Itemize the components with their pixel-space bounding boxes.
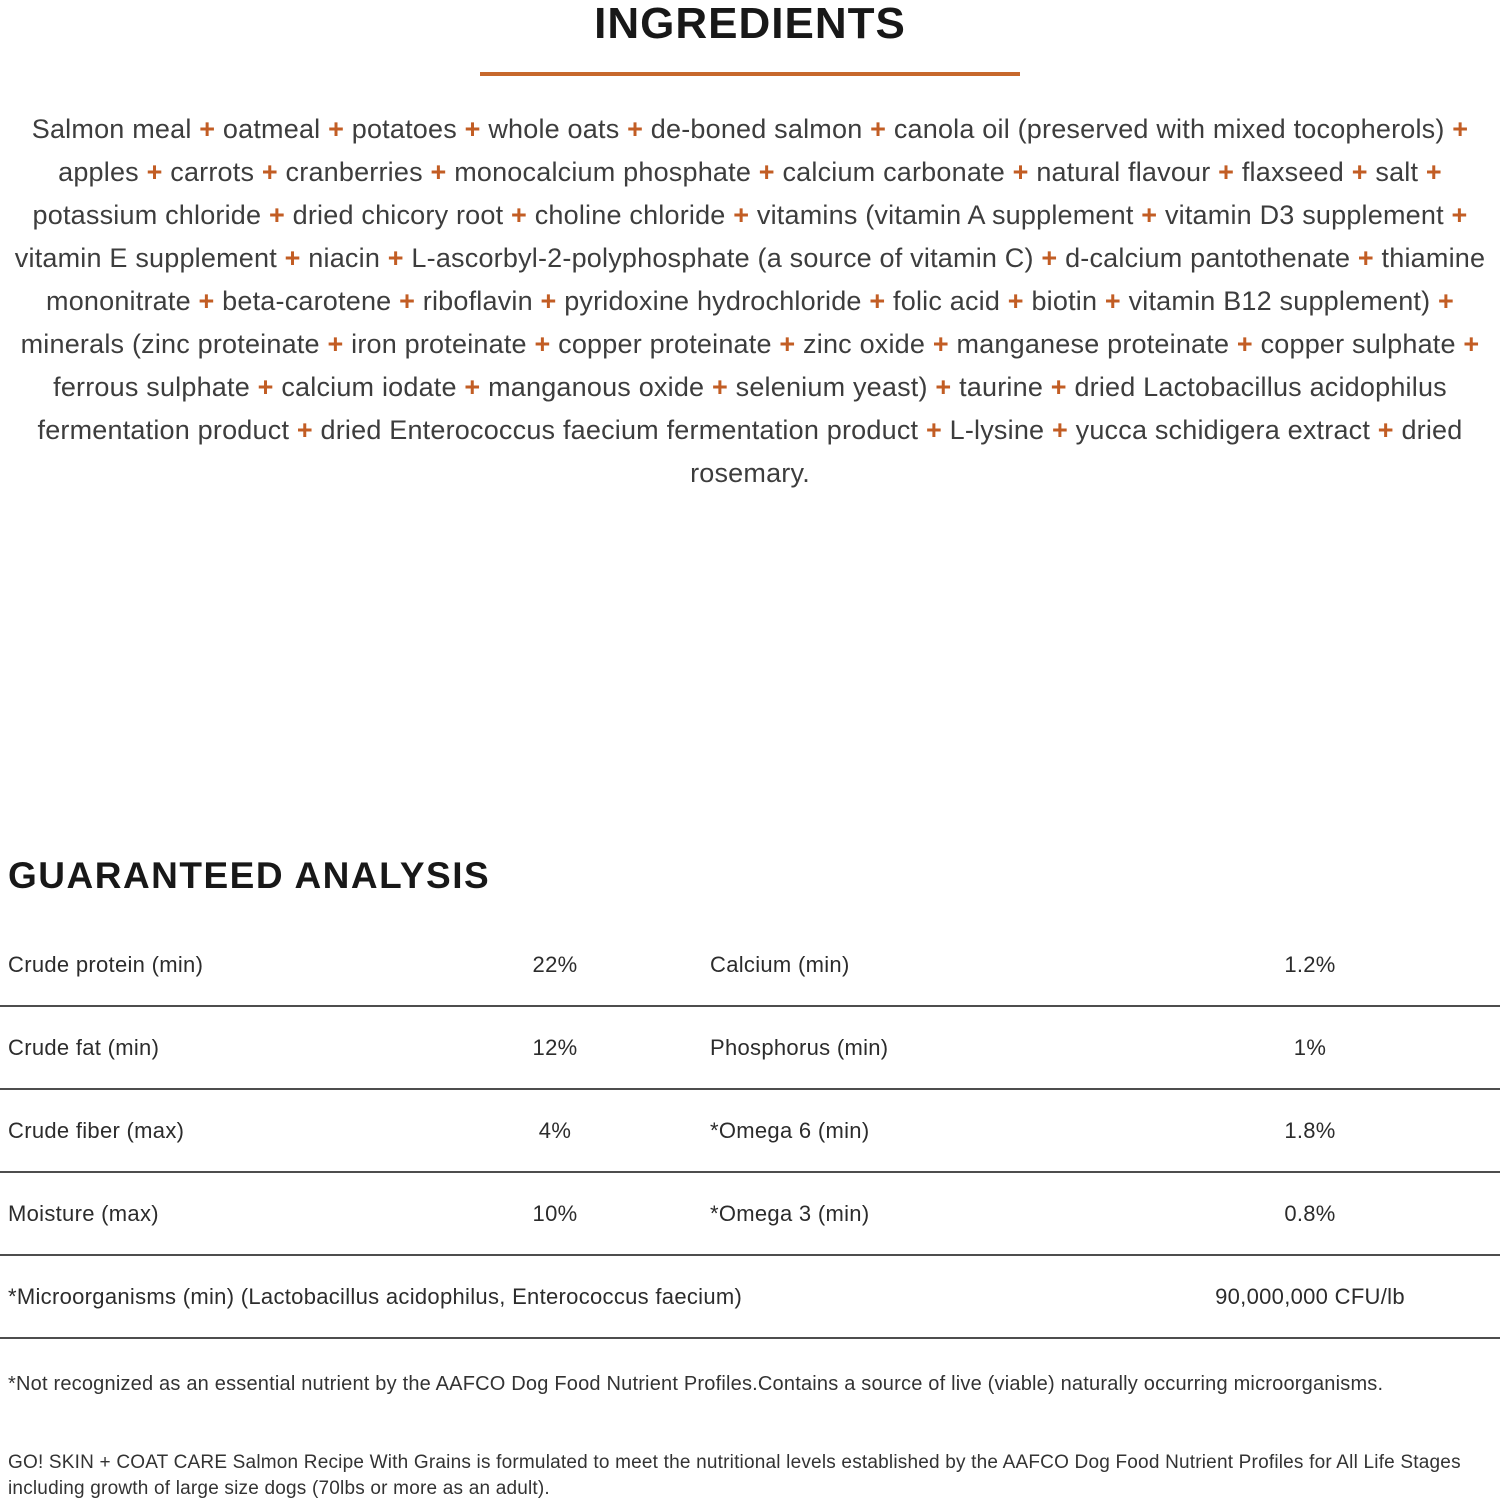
ingredient-item: dried rosemary. bbox=[690, 415, 1463, 488]
plus-separator-icon: + bbox=[1012, 157, 1029, 187]
plus-separator-icon: + bbox=[1452, 114, 1469, 144]
plus-separator-icon: + bbox=[779, 329, 796, 359]
plus-separator-icon: + bbox=[1425, 157, 1442, 187]
ingredient-item: L-lysine bbox=[949, 415, 1045, 445]
plus-separator-icon: + bbox=[935, 372, 952, 402]
nutrient-name: Calcium (min) bbox=[710, 951, 850, 977]
plus-separator-icon: + bbox=[1463, 329, 1480, 359]
guaranteed-analysis-title: GUARANTEED ANALYSIS bbox=[8, 855, 491, 896]
plus-separator-icon: + bbox=[758, 157, 775, 187]
plus-separator-icon: + bbox=[387, 243, 404, 273]
ingredients-list bbox=[4, 108, 1496, 495]
ingredient-item: potatoes bbox=[351, 114, 457, 144]
plus-separator-icon: + bbox=[540, 286, 557, 316]
ingredient-item: choline chloride bbox=[534, 200, 726, 230]
ingredient-item: dried Enterococcus faecium fermentation product bbox=[320, 415, 919, 445]
plus-separator-icon: + bbox=[464, 114, 481, 144]
plus-separator-icon: + bbox=[1041, 243, 1058, 273]
ingredient-item: copper proteinate bbox=[558, 329, 772, 359]
ingredient-item: canola oil (preserved with mixed tocopherols) bbox=[893, 114, 1445, 144]
plus-separator-icon: + bbox=[711, 372, 728, 402]
nutrient-value: 1.2% bbox=[1284, 951, 1336, 977]
plus-separator-icon: + bbox=[1141, 200, 1158, 230]
nutrient-name: Moisture (max) bbox=[8, 1200, 159, 1226]
plus-separator-icon: + bbox=[430, 157, 447, 187]
plus-separator-icon: + bbox=[327, 329, 344, 359]
analysis-row bbox=[0, 924, 1500, 1007]
plus-separator-icon: + bbox=[199, 114, 216, 144]
nutrient-value: 22% bbox=[532, 951, 578, 977]
analysis-row bbox=[0, 1090, 1500, 1173]
ingredient-item: dried Lactobacillus acidophilus fermentation product bbox=[37, 372, 1447, 445]
plus-separator-icon: + bbox=[932, 329, 949, 359]
analysis-row-microorganisms bbox=[0, 1256, 1500, 1339]
nutrient-name: *Omega 3 (min) bbox=[710, 1200, 870, 1226]
plus-separator-icon: + bbox=[733, 200, 750, 230]
formulation-statement: GO! SKIN + COAT CARE Salmon Recipe With Grains is formulated to meet the nutritional levels established by the AAFCO Dog Food Nutrient Profiles for All Life Stages including growth of large size dogs (70lbs or more as an adult). bbox=[8, 1452, 1461, 1499]
ingredient-item: carrots bbox=[170, 157, 255, 187]
ingredient-item: niacin bbox=[308, 243, 381, 273]
plus-separator-icon: + bbox=[257, 372, 274, 402]
ingredients-title: INGREDIENTS bbox=[594, 0, 906, 48]
ingredient-item: L-ascorbyl-2-polyphosphate (a source of vitamin C) bbox=[411, 243, 1034, 273]
plus-separator-icon: + bbox=[627, 114, 644, 144]
ingredient-item: biotin bbox=[1031, 286, 1098, 316]
ingredient-item: selenium yeast) bbox=[735, 372, 928, 402]
ingredient-item: manganese proteinate bbox=[956, 329, 1230, 359]
ingredient-item: oatmeal bbox=[222, 114, 321, 144]
ingredient-item: apples bbox=[58, 157, 139, 187]
ingredient-item: vitamin B12 supplement) bbox=[1128, 286, 1431, 316]
analysis-row bbox=[0, 1173, 1500, 1256]
plus-separator-icon: + bbox=[399, 286, 416, 316]
ingredient-item: monocalcium phosphate bbox=[454, 157, 752, 187]
plus-separator-icon: + bbox=[1357, 243, 1374, 273]
plus-separator-icon: + bbox=[1050, 372, 1067, 402]
ingredient-item: copper sulphate bbox=[1260, 329, 1456, 359]
ingredient-item: Salmon meal bbox=[31, 114, 192, 144]
nutrient-value: 12% bbox=[532, 1034, 578, 1060]
plus-separator-icon: + bbox=[1007, 286, 1024, 316]
ingredient-item: riboflavin bbox=[422, 286, 533, 316]
ingredient-item: calcium iodate bbox=[281, 372, 457, 402]
ingredient-item: whole oats bbox=[488, 114, 620, 144]
ingredient-item: potassium chloride bbox=[32, 200, 262, 230]
ingredient-item: vitamin E supplement bbox=[14, 243, 277, 273]
plus-separator-icon: + bbox=[1218, 157, 1235, 187]
nutrient-value: 1% bbox=[1293, 1034, 1327, 1060]
plus-separator-icon: + bbox=[511, 200, 527, 230]
plus-separator-icon: + bbox=[296, 415, 313, 445]
plus-separator-icon: + bbox=[261, 157, 278, 187]
ingredient-item: vitamin D3 supplement bbox=[1164, 200, 1444, 230]
plus-separator-icon: + bbox=[464, 372, 481, 402]
plus-separator-icon: + bbox=[534, 329, 551, 359]
ingredient-item: folic acid bbox=[893, 286, 1001, 316]
plus-separator-icon: + bbox=[1438, 286, 1454, 316]
ingredient-item: natural flavour bbox=[1036, 157, 1211, 187]
ingredient-item: ferrous sulphate bbox=[53, 372, 250, 402]
nutrient-value: 4% bbox=[538, 1117, 572, 1143]
ingredient-item: zinc oxide bbox=[803, 329, 926, 359]
analysis-row bbox=[0, 1007, 1500, 1090]
plus-separator-icon: + bbox=[198, 286, 215, 316]
nutrient-name: Crude fiber (max) bbox=[8, 1117, 185, 1143]
plus-separator-icon: + bbox=[1051, 415, 1068, 445]
plus-separator-icon: + bbox=[146, 157, 163, 187]
plus-separator-icon: + bbox=[1236, 329, 1253, 359]
ingredient-item: salt bbox=[1375, 157, 1419, 187]
orange-divider bbox=[480, 72, 1020, 76]
ingredient-item: iron proteinate bbox=[351, 329, 527, 359]
ingredient-item: thiamine mononitrate bbox=[46, 243, 1486, 316]
plus-separator-icon: + bbox=[1351, 157, 1368, 187]
ingredient-item: de-boned salmon bbox=[650, 114, 863, 144]
ingredient-item: calcium carbonate bbox=[782, 157, 1005, 187]
plus-separator-icon: + bbox=[1377, 415, 1394, 445]
nutrient-name: Crude protein (min) bbox=[8, 951, 204, 977]
ingredient-item: minerals (zinc proteinate bbox=[20, 329, 320, 359]
nutrient-name: *Microorganisms (min) (Lactobacillus acidophilus, Enterococcus faecium) bbox=[8, 1283, 743, 1309]
nutrient-value: 90,000,000 CFU/lb bbox=[1215, 1283, 1405, 1309]
nutrient-name: Phosphorus (min) bbox=[710, 1034, 889, 1060]
ingredient-item: vitamins (vitamin A supplement bbox=[756, 200, 1134, 230]
nutrient-name: *Omega 6 (min) bbox=[710, 1117, 870, 1143]
nutrient-value: 0.8% bbox=[1284, 1200, 1336, 1226]
plus-separator-icon: + bbox=[1451, 200, 1468, 230]
ingredient-item: flaxseed bbox=[1241, 157, 1344, 187]
aafco-footnote: *Not recognized as an essential nutrient by the AAFCO Dog Food Nutrient Profiles.Contains a source of live (viable) naturally occurring microorganisms. bbox=[8, 1373, 1384, 1395]
ingredient-item: d-calcium pantothenate bbox=[1065, 243, 1351, 273]
ingredient-item: manganous oxide bbox=[488, 372, 705, 402]
plus-separator-icon: + bbox=[1104, 286, 1121, 316]
ingredient-item: cranberries bbox=[285, 157, 423, 187]
nutrient-value: 10% bbox=[532, 1200, 578, 1226]
plus-separator-icon: + bbox=[925, 415, 942, 445]
ingredient-item: yucca schidigera extract bbox=[1075, 415, 1371, 445]
plus-separator-icon: + bbox=[268, 200, 285, 230]
ingredient-item: dried chicory root bbox=[292, 200, 504, 230]
plus-separator-icon: + bbox=[284, 243, 301, 273]
nutrient-name: Crude fat (min) bbox=[8, 1034, 160, 1060]
plus-separator-icon: + bbox=[328, 114, 345, 144]
plus-separator-icon: + bbox=[869, 286, 886, 316]
plus-separator-icon: + bbox=[870, 114, 887, 144]
ingredient-item: taurine bbox=[959, 372, 1044, 402]
ingredient-item: pyridoxine hydrochloride bbox=[564, 286, 862, 316]
ingredient-item: beta-carotene bbox=[222, 286, 392, 316]
nutrient-value: 1.8% bbox=[1284, 1117, 1336, 1143]
guaranteed-analysis-table bbox=[0, 924, 1500, 1339]
